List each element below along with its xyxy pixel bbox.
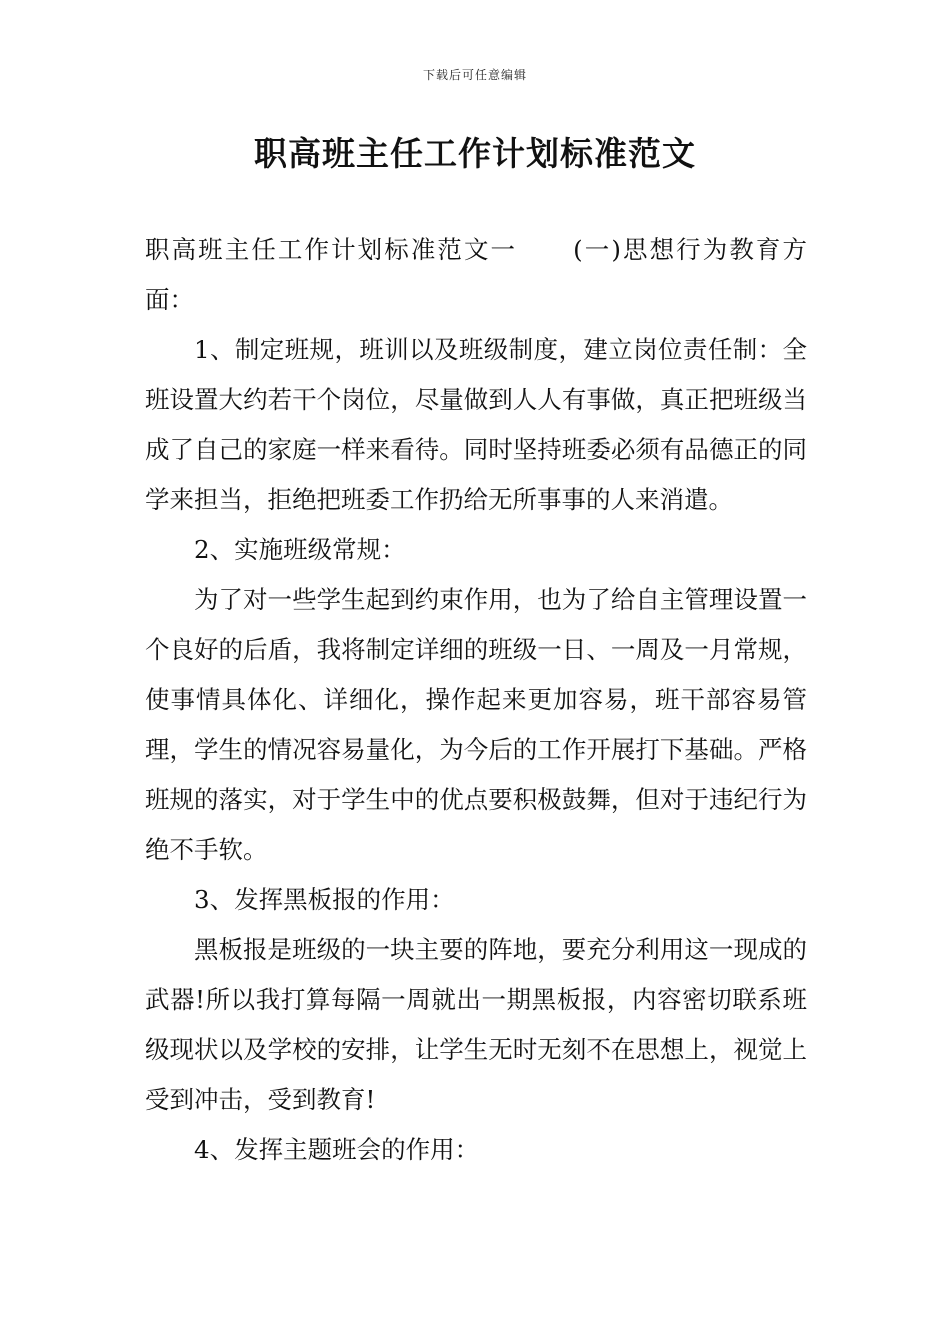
paragraph-2: 2、实施班级常规： — [194, 535, 406, 564]
intro-section-heading: (一)思想行为教育方面： — [145, 235, 807, 314]
header-note: 下载后可任意编辑 — [422, 68, 527, 82]
paragraph-6: 4、发挥主题班会的作用： — [194, 1135, 480, 1164]
paragraph-1: 1、制定班规，班训以及班级制度，建立岗位责任制：全班设置大约若干个岗位，尽量做到人人有事做，真正把班级当成了自己的家庭一样来看待。同时坚持班委必须有品德正的同学来担当，拒绝把班委工作扔给无所事事的人来消遣。 — [145, 335, 807, 514]
paragraph-3: 为了对一些学生起到约束作用，也为了给自主管理设置一个良好的后盾，我将制定详细的班级一日、一周及一月常规，使事情具体化、详细化，操作起来更加容易，班干部容易管理，学生的情况容易量化，为今后的工作开展打下基础。严格班规的落实，对于学生中的优点要积极鼓舞，但对于违纪行为绝不手软。 — [145, 585, 807, 864]
paragraph-4: 3、发挥黑板报的作用： — [194, 885, 455, 914]
document-body — [145, 225, 807, 1175]
intro-paragraph — [145, 225, 807, 325]
intro-heading: 职高班主任工作计划标准范文一 — [145, 235, 518, 264]
paragraph-5: 黑板报是班级的一块主要的阵地，要充分利用这一现成的武器!所以我打算每隔一周就出一期黑板报，内容密切联系班级现状以及学校的安排，让学生无时无刻不在思想上，视觉上受到冲击，受到教育! — [145, 935, 807, 1114]
document-title: 职高班主任工作计划标准范文 — [254, 134, 696, 173]
